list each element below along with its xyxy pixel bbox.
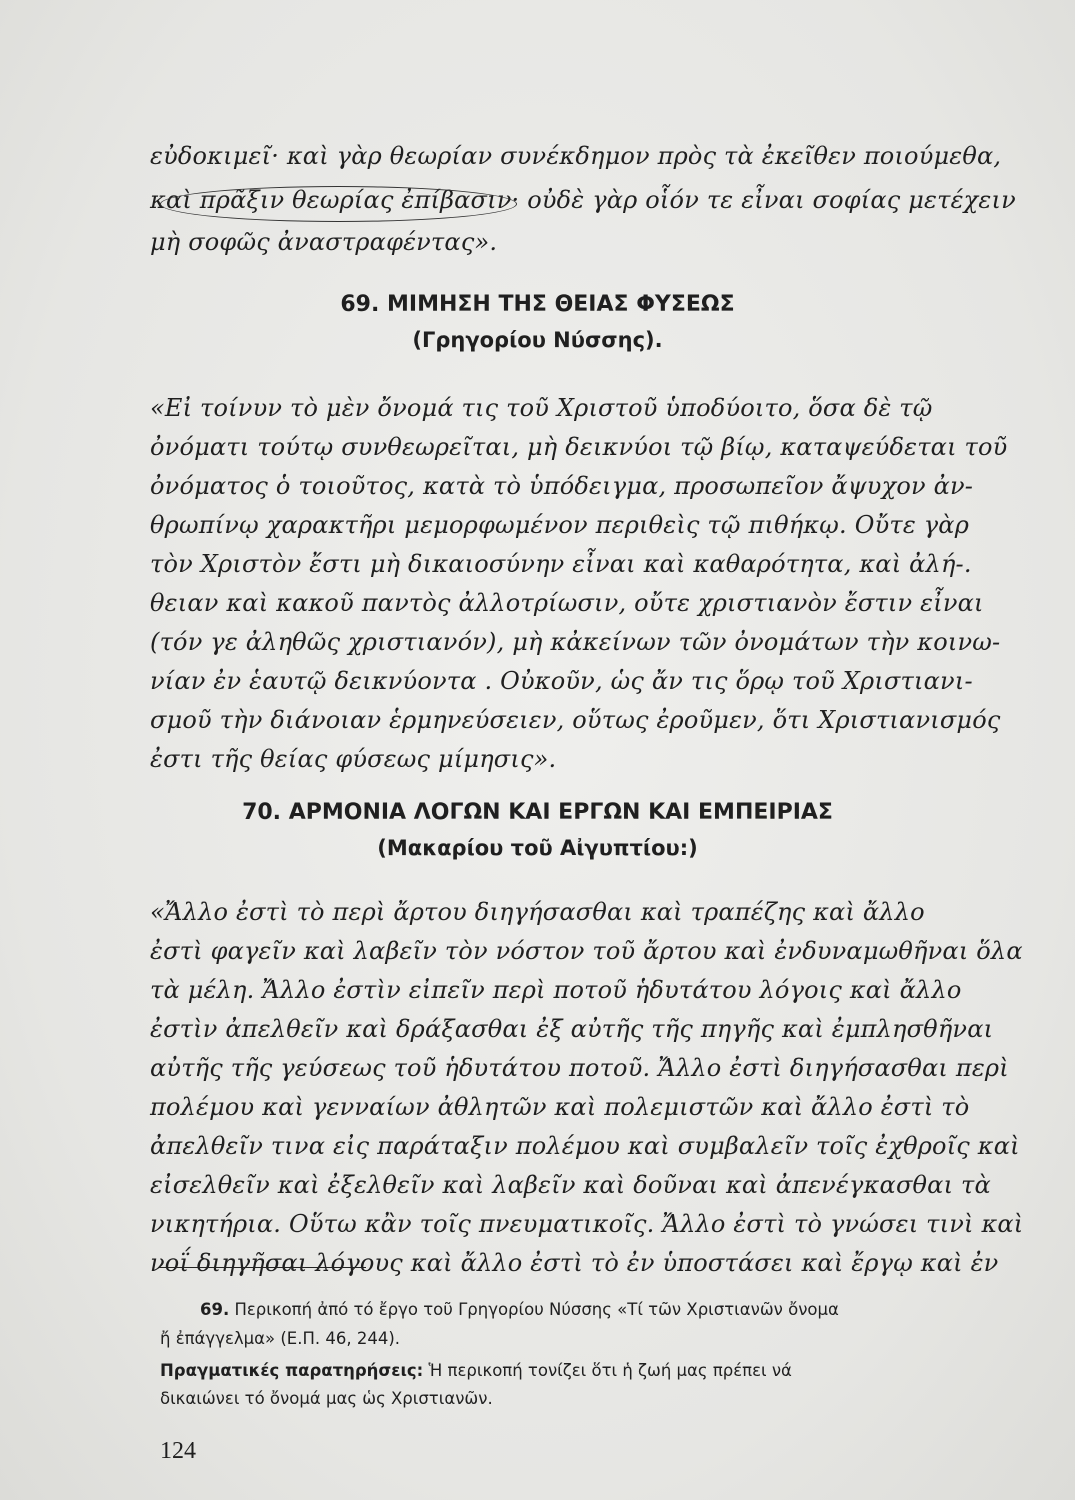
footnote-line [200, 1300, 839, 1319]
section-subheading: (Γρηγορίου Νύσσης). [412, 328, 663, 352]
text-line: νοΐ διηγῆσαι λόγους καὶ ἄλλο ἐστὶ τὸ ἐν ὑποστάσει καὶ ἔργῳ καὶ ἐν [150, 1249, 999, 1277]
text-line: θρωπίνῳ χαρακτῆρι μεμορφωμένον περιθεὶς τῷ πιθήκῳ. Οὔτε γὰρ [150, 511, 969, 539]
text-line: «Ἄλλο ἐστὶ τὸ περὶ ἄρτου διηγήσασθαι καὶ τραπέζης καὶ ἄλλο [150, 898, 925, 926]
text-line: θειαν καὶ κακοῦ παντὸς ἀλλοτρίωσιν, οὔτε χριστιανὸν ἔστιν εἶναι [150, 589, 984, 617]
text-line: εὐδοκιμεῖ· καὶ γὰρ θεωρίαν συνέκδημον πρὸς τὰ ἐκεῖθεν ποιούμεθα, [150, 142, 1002, 170]
text-line: ὀνόματος ὁ τοιοῦτος, κατὰ τὸ ὑπόδειγμα, προσωπεῖον ἄψυχον ἀν- [150, 472, 974, 500]
text-line: νικητήρια. Οὕτω κἂν τοῖς πνευματικοῖς. Ἄλλο ἐστὶ τὸ γνώσει τινὶ καὶ [150, 1210, 1024, 1238]
footnote-number: 69. [200, 1300, 230, 1319]
section-heading: 69. ΜΙΜΗΣΗ ΤΗΣ ΘΕΙΑΣ ΦΥΣΕΩΣ [340, 292, 735, 317]
text-line: ἐστὶν ἀπελθεῖν καὶ δράξασθαι ἐξ αὐτῆς τῆς πηγῆς καὶ ἐμπλησθῆναι [150, 1015, 994, 1043]
footnote-text: ἤ ἐπάγγελμα» (Ε.Π. 46, 244). [160, 1329, 401, 1348]
text-line: σμοῦ τὴν διάνοιαν ἑρμηνεύσειεν, οὕτως ἐροῦμεν, ὅτι Χριστιανισμός [150, 706, 1001, 734]
footnote-text: Περικοπή ἀπό τό ἔργο τοῦ Γρηγορίου Νύσσης «Τί τῶν Χριστιανῶν ὄνομα [234, 1300, 839, 1319]
text-line: μὴ σοφῶς ἀναστραφέντας». [150, 228, 498, 256]
section-subheading: (Μακαρίου τοῦ Αἰγυπτίου:) [377, 836, 698, 860]
text-line: ὀνόματι τούτῳ συνθεωρεῖται, μὴ δεικνύοι τῷ βίῳ, καταψεύδεται τοῦ [150, 433, 1008, 461]
remarks-text: Ἡ περικοπή τονίζει ὅτι ἡ ζωή μας πρέπει νά [423, 1361, 792, 1380]
text-line: νίαν ἐν ἑαυτῷ δεικνύοντα . Οὐκοῦν, ὡς ἄν τις ὅρῳ τοῦ Χριστιανι- [150, 667, 973, 695]
text-line: τὰ μέλη. Ἄλλο ἐστὶν εἰπεῖν περὶ ποτοῦ ἡδυτάτου λόγοις καὶ ἄλλο [150, 976, 962, 1004]
footnote-remarks [160, 1361, 792, 1380]
text-line: πολέμου καὶ γενναίων ἀθλητῶν καὶ πολεμιστῶν καὶ ἄλλο ἐστὶ τὸ [150, 1093, 970, 1121]
text-line: αὐτῆς τῆς γεύσεως τοῦ ἡδυτάτου ποτοῦ. Ἄλλο ἐστὶ διηγήσασθαι περὶ [150, 1054, 1009, 1082]
section-heading: 70. ΑΡΜΟΝΙΑ ΛΟΓΩΝ ΚΑΙ ΕΡΓΩΝ ΚΑΙ ΕΜΠΕΙΡΙΑΣ [242, 800, 833, 825]
text-line: ἐστι τῆς θείας φύσεως μίμησις». [150, 745, 557, 773]
text-line: εἰσελθεῖν καὶ ἐξελθεῖν καὶ λαβεῖν καὶ δοῦναι καὶ ἀπενέγκασθαι τὰ [150, 1171, 991, 1199]
remarks-label: Πραγματικές παρατηρήσεις: [160, 1361, 424, 1380]
footnote-text: δικαιώνει τό ὄνομά μας ὡς Χριστιανῶν. [160, 1389, 493, 1408]
text-line: (τόν γε ἀληθῶς χριστιανόν), μὴ κἀκείνων τῶν ὀνομάτων τὴν κοινω- [150, 628, 1001, 656]
text-line: τὸν Χριστὸν ἔστι μὴ δικαιοσύνην εἶναι καὶ καθαρότητα, καὶ ἀλή-. [150, 550, 972, 578]
text-line: «Εἰ τοίνυν τὸ μὲν ὄνομά τις τοῦ Χριστοῦ ὑποδύοιτο, ὅσα δὲ τῷ [150, 394, 933, 422]
text-line: καὶ πρᾶξιν θεωρίας ἐπίβασιν· οὐδὲ γὰρ οἷόν τε εἶναι σοφίας μετέχειν [150, 186, 1016, 214]
text-line: ἐστὶ φαγεῖν καὶ λαβεῖν τὸν νόστον τοῦ ἄρτου καὶ ἐνδυναμωθῆναι ὅλα [150, 937, 1023, 965]
page-number: 124 [160, 1438, 196, 1464]
handwritten-circle-mark [160, 186, 517, 222]
footnote-divider [158, 1267, 366, 1268]
text-line: ἀπελθεῖν τινα εἰς παράταξιν πολέμου καὶ συμβαλεῖν τοῖς ἐχθροῖς καὶ [150, 1132, 1020, 1160]
